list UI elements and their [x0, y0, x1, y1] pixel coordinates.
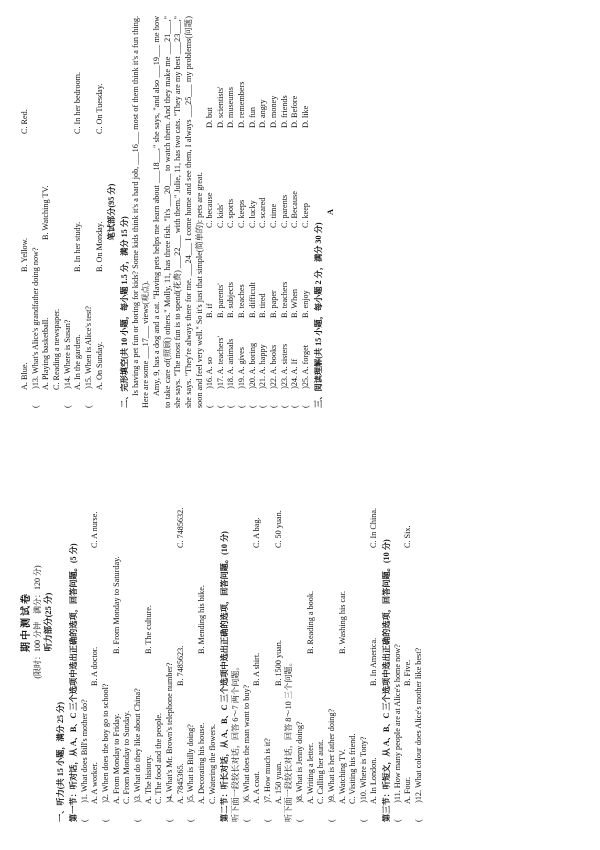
cloze-option: D. but	[205, 107, 215, 128]
question-stem: ( )15. When is Alice's test?	[83, 305, 93, 408]
cloze-option: B. tired	[258, 293, 268, 318]
time-score-line: (限时：100 分钟 满分：120 分)	[33, 565, 42, 679]
option-c: C. On Tuesday.	[94, 83, 104, 134]
cloze-option: ( )18. A. animals	[226, 338, 236, 408]
option-b: B. 7485623.	[175, 645, 185, 686]
cloze-option: ( )21. A. happy	[258, 344, 268, 408]
option-a: A. On Sunday.	[94, 341, 104, 390]
answer-options	[95, 16, 106, 408]
answer-options	[338, 422, 349, 822]
cloze-question-row	[205, 16, 216, 408]
question-stem: ( )13. What's Alice's grandfather doing now?	[30, 247, 40, 408]
cloze-option: D. like	[301, 105, 311, 128]
cloze-option: D. fun	[247, 107, 257, 128]
answer-options	[274, 422, 285, 822]
option-a: A. Four.	[403, 776, 413, 804]
option-a: A. Watching TV.	[337, 749, 347, 804]
cloze-option: ( )24. A. If	[290, 358, 300, 408]
cloze-option: C. lucky	[247, 200, 257, 228]
cloze-option: B. subjects	[226, 282, 236, 318]
cloze-option: C. sports	[226, 198, 236, 228]
option-c: C. Calling her aunt.	[316, 739, 326, 804]
cloze-paragraph: Is having a pet fun or boring for kids? Some kids think it's a hard job, ___16___ most of them think it's a fun thing. Here are some ___17___ views(观点).	[130, 16, 151, 408]
cloze-question-row	[248, 16, 259, 408]
option-a: A. Blue.	[20, 362, 29, 390]
option-c: C. 50 yuan.	[273, 510, 283, 548]
answer-options	[369, 422, 380, 822]
cloze-option: ( )19. A. gives	[237, 347, 247, 408]
question-stem: ( )4. What's Mr. Brown's telephone number?	[165, 662, 174, 822]
question-stem: ( )6. What does the man want to buy?	[241, 684, 251, 822]
option-c: C. A nurse.	[90, 511, 100, 548]
section-heading: 二、完形填空(共 10 小题，每小题 1.5 分，满分 15 分)	[119, 216, 129, 408]
cloze-option: B. enjoy	[301, 290, 311, 318]
option-b: B. Washing his car.	[337, 590, 347, 654]
question-stem: ( )8. What is Jenny doing?	[294, 721, 304, 822]
cloze-option: C. keep	[301, 202, 311, 228]
cloze-option: B. parents'	[215, 283, 225, 318]
option-c: C. Watering the flowers.	[207, 724, 217, 804]
cloze-option: B. if	[205, 303, 215, 318]
cloze-option: B. difficult	[247, 282, 257, 318]
part-instruction: 第一节：听对话，从 A、B、C 三个选项中选出正确的选项，回答问题。(5 分)	[69, 543, 79, 822]
cloze-question-row	[237, 16, 248, 408]
cloze-option: D. museums	[226, 87, 236, 128]
dialog-instruction: 听下面一段较长对话，回答 6～7 两个问题。	[230, 662, 240, 822]
cloze-option: D. Before	[290, 95, 300, 128]
cloze-question-row	[216, 16, 227, 408]
option-b: B. Watching TV.	[41, 185, 51, 240]
cloze-question-row	[226, 16, 237, 408]
option-b: B. In America.	[369, 637, 379, 686]
cloze-option: B. paper	[269, 290, 279, 318]
answer-options	[197, 422, 208, 822]
question-stem: ( )1. What does Bill's mother do?	[79, 699, 89, 822]
answer-options	[306, 422, 317, 822]
cloze-question-row	[301, 16, 312, 408]
option-a: A. A coat.	[252, 771, 262, 804]
option-a: A. A worker.	[90, 762, 100, 804]
option-c: C. Reading a newspaper.	[51, 308, 61, 390]
cloze-options-table	[205, 16, 312, 408]
question-stem: ( )11. How many people are at Alice's home now?	[392, 644, 402, 822]
option-c: C. Six.	[403, 525, 413, 548]
option-c: C. 7485632.	[175, 507, 185, 548]
cloze-question-row	[280, 16, 291, 408]
cloze-option: C. scared	[258, 197, 268, 228]
cloze-option: ( )25. A. forget	[301, 344, 311, 408]
option-a: A. From Monday to Friday.	[111, 713, 121, 804]
question-stem: ( )7. How much is it?	[262, 738, 272, 822]
answer-options	[144, 422, 155, 822]
answer-options	[90, 422, 101, 822]
option-c: C. Red.	[20, 109, 29, 134]
cloze-option: C. Because	[290, 191, 300, 228]
answer-options	[20, 16, 31, 408]
cloze-option: ( )23. A. sisters	[279, 343, 289, 408]
cloze-option: C. parents	[279, 194, 289, 228]
option-a: A. Decorating his house.	[196, 722, 206, 804]
answer-options	[41, 16, 52, 408]
cloze-option: ( )17. A. teachers'	[215, 336, 225, 408]
section-heading: 一、听力(共 15 小题，满分 25 分)	[56, 701, 66, 822]
answer-options	[73, 16, 84, 408]
answer-options	[176, 422, 187, 822]
cloze-option: C. keeps	[237, 199, 247, 228]
cloze-option: ( )20. A. boring	[247, 342, 257, 408]
option-b: B. The culture.	[143, 605, 153, 654]
option-b: B. From Monday to Saturday.	[111, 556, 121, 654]
reading-passage-label: A	[326, 209, 336, 215]
option-b: B. A shirt.	[252, 652, 262, 686]
option-a: A. Writing a letter.	[305, 742, 315, 804]
option-b: B. 1500 yuan.	[273, 640, 283, 686]
option-b: B. Yellow.	[20, 237, 29, 272]
cloze-paragraph: Amy, 9, has a dog and a cat. "Having pets helps me learn about ___18___," she says, "and also ___19___ me how to take care of(照顾) others." Molly, 11, has three fish. "It's ___20___ to watch them. And they make me ___21___," she says. "The most fun is to spend(花费) ___22___ with them." Julie, 11, has two cats. "They are my best ___23___," she says. "They're always there for me. ___24___ I come home and see them, I always ___25___ my problems(问题) soon and feel very well." So it's just that simple(简单的): pets are great.	[151, 16, 204, 408]
answer-options	[112, 422, 123, 822]
option-b: B. Five.	[403, 659, 413, 686]
written-part-title: 笔试部分(95 分)	[107, 183, 117, 241]
question-stem: ( )9. What is her father doing?	[326, 708, 336, 822]
question-stem: ( )5. What is Billy doing?	[186, 724, 196, 822]
cloze-option: ( )22. A. books	[269, 344, 279, 408]
cloze-option: B. teachers	[279, 281, 289, 318]
question-stem: ( )3. What do they like about China?	[133, 688, 143, 822]
answer-options	[403, 422, 414, 822]
option-a: A. The history.	[143, 755, 153, 804]
cloze-option: ( )16. A. so	[205, 357, 215, 408]
cloze-question-row	[290, 16, 301, 408]
option-b: B. Mending his bike.	[196, 585, 206, 654]
part-instruction: 第二节：听长对话，从 A、B、C 三个选项中选出正确的选项，回答问题。(10 分)	[220, 531, 230, 822]
question-stem: ( )10. Where is Tony?	[358, 736, 368, 822]
option-c: C. The food and the people.	[154, 712, 164, 804]
option-b: B. Reading a book.	[305, 591, 315, 654]
question-stem: ( )12. What colour does Alice's mother like best?	[414, 647, 424, 822]
option-a: A. In London.	[369, 757, 379, 804]
option-c: C. Visiting his friend.	[348, 733, 358, 804]
dialog-instruction: 听下面一段较长对话，回答 8～10 三个问题。	[284, 658, 294, 822]
option-c: C. From Monday to Sunday.	[122, 710, 132, 804]
exam-title: 期中测试卷	[21, 592, 32, 652]
section-heading: 三、阅读理解(共 15 小题，每小题 2 分，满分 30 分)	[313, 222, 323, 408]
cloze-question-row	[258, 16, 269, 408]
answer-options	[252, 422, 263, 822]
option-a: A. Playing basketball.	[41, 317, 51, 390]
question-stem: ( )2. When does the boy go to school?	[101, 683, 111, 822]
option-a: A. 150 yuan.	[273, 761, 283, 804]
cloze-option: C. time	[269, 203, 279, 228]
cloze-option: B. teaches	[237, 284, 247, 318]
cloze-option: C. because	[205, 192, 215, 228]
cloze-option: B. When	[290, 289, 300, 318]
option-b: B. A doctor.	[90, 646, 100, 686]
option-c: C. A bag.	[252, 517, 262, 548]
listening-part-title: 听力部分(25 分)	[43, 592, 54, 652]
cloze-option: C. kids'	[215, 203, 225, 228]
cloze-option: D. scientists'	[215, 86, 225, 128]
cloze-option: D. angry	[258, 99, 268, 128]
cloze-option: D. friends	[279, 95, 289, 128]
option-a: A. In the garden.	[73, 334, 83, 390]
part-instruction: 第三节：听短文，从 A、B、C 三个选项中选出正确的选项，回答问题。(10 分)	[382, 539, 392, 822]
left-column	[20, 422, 425, 822]
option-b: B. On Monday.	[94, 221, 104, 272]
cloze-option: D. remembers	[237, 81, 247, 128]
option-a: A. 7845365.	[175, 763, 185, 804]
right-column	[20, 16, 337, 408]
cloze-option: D. money	[269, 95, 279, 128]
cloze-question-row	[269, 16, 280, 408]
option-c: C. In China.	[369, 507, 379, 548]
option-b: B. In her study.	[73, 221, 83, 272]
question-stem: ( )14. Where is Susan?	[62, 319, 72, 408]
option-c: C. In her bedroom.	[73, 71, 83, 134]
exam-header	[20, 422, 54, 822]
